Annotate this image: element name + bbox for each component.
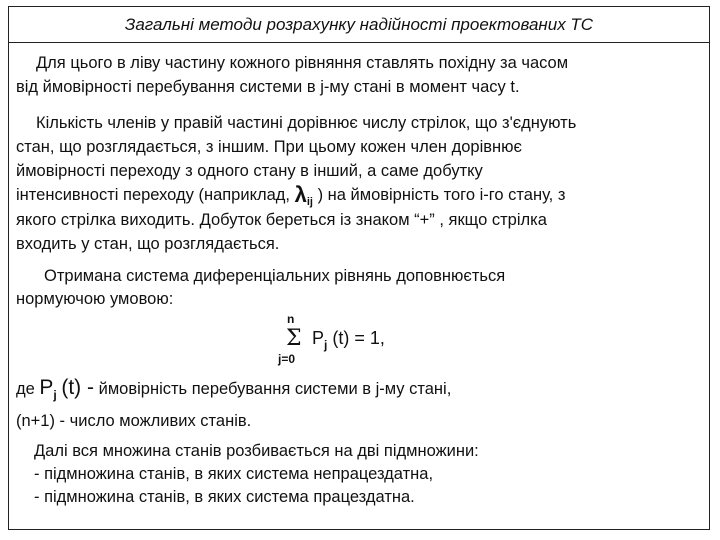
slide-title: Загальні методи розрахунку надійності проектованих ТС <box>8 6 710 43</box>
definition-line: (n+1) - число можливих станів. <box>16 412 252 430</box>
sum-upper-limit: n <box>287 312 295 326</box>
text-line: Кількість членів у правій частині дорівнює числу стрілок, що з'єднують <box>36 114 577 132</box>
text-fragment: інтенсивності переходу (наприклад, <box>16 186 290 204</box>
text-line: від ймовірності перебування системи в j-му стані в момент часу t. <box>16 78 520 96</box>
text-line: Далі вся множина станів розбивається на дві підмножини: <box>34 442 479 460</box>
definition-t: (t) - <box>61 376 95 399</box>
text-line: ймовірності переходу з одного стану в інший, а саме добутку <box>16 162 483 180</box>
lambda-subscript: ij <box>306 196 313 208</box>
text-line-with-lambda <box>16 182 566 212</box>
normalization-formula <box>278 312 438 368</box>
text-line: Отримана система диференціальних рівнянь доповнюється <box>44 267 506 285</box>
text-line: стан, що розглядається, з іншим. При цьому кожен член дорівнює <box>16 138 522 156</box>
text-fragment: де <box>16 380 35 398</box>
list-item: - підмножина станів, в яких система непрацездатна, <box>34 465 434 483</box>
lambda-symbol: λ <box>294 182 307 207</box>
list-item: - підмножина станів, в яких система працездатна. <box>34 488 415 506</box>
formula-expression <box>312 328 385 352</box>
definition-line <box>16 378 451 405</box>
text-fragment: ймовірність перебування системи в j-му стані, <box>98 380 452 398</box>
sigma-symbol: Σ <box>286 326 302 351</box>
formula-rest: (t) = 1, <box>332 328 385 348</box>
sum-lower-limit: j=0 <box>278 352 296 366</box>
text-line: входить у стан, що розглядається. <box>16 235 280 253</box>
text-line: якого стрілка виходить. Добуток береться із знаком “+” , якщо стрілка <box>16 211 547 229</box>
formula-p-subscript: j <box>324 338 328 352</box>
definition-p: P <box>39 376 54 399</box>
text-fragment: ) на ймовірність того і-го стану, з <box>317 186 566 204</box>
text-line: нормуючою умовою: <box>16 290 174 308</box>
text-line: Для цього в ліву частину кожного рівняння ставлять похідну за часом <box>36 54 569 72</box>
formula-p: P <box>312 328 325 348</box>
definition-p-subscript: j <box>53 388 57 402</box>
